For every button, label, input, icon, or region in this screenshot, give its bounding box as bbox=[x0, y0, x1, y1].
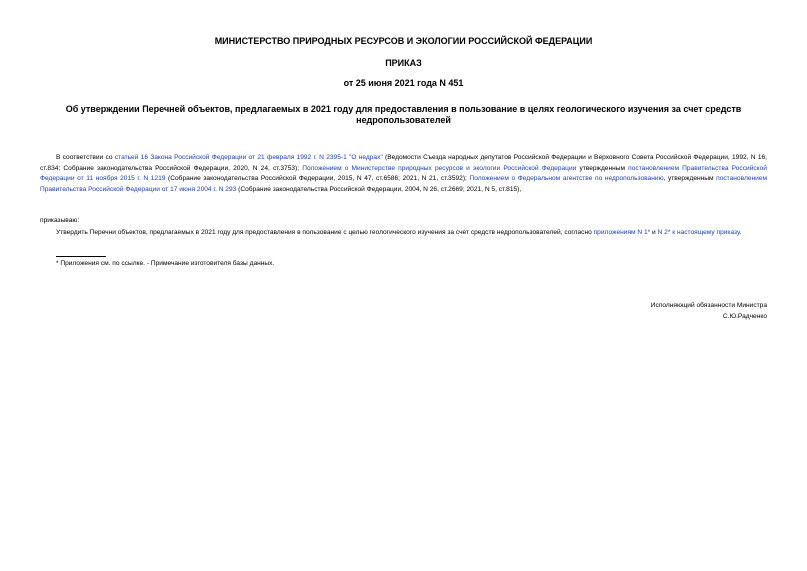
document-type: ПРИКАЗ bbox=[385, 58, 422, 68]
order-text-1: Утвердить Перечни объектов, предлагаемых в 2021 году для предоставления в пользование с целью геологического изучения за счет средств недропользователей, согласно bbox=[56, 229, 594, 236]
link-agency-regulation[interactable]: Положением о Федеральном агентстве по недропользованию bbox=[469, 175, 664, 182]
order-text-3: . bbox=[739, 229, 742, 236]
ministry-name: МИНИСТЕРСТВО ПРИРОДНЫХ РЕСУРСОВ И ЭКОЛОГИИ РОССИЙСКОЙ ФЕДЕРАЦИИ bbox=[214, 36, 593, 46]
link-resolution-293[interactable]: постановлением Правительства Российской Федерации от 17 июня 2004 г. N 293 bbox=[40, 175, 767, 193]
order-word: приказываю: bbox=[40, 217, 80, 224]
link-resolution-1219[interactable]: постановлением Правительства Российской Федерации от 11 ноября 2015 г. N 1219 bbox=[40, 164, 767, 182]
document-title: Об утверждении Перечней объектов, предлагаемых в 2021 году для предоставления в пользование в целях геологического изучения за счет средств недропользователей bbox=[65, 104, 742, 125]
document-date: от 25 июня 2021 года N 451 bbox=[343, 78, 464, 88]
signatory-name: С.Ю.Радченко bbox=[722, 312, 767, 320]
link-ministry-regulation[interactable]: Положением о Министерстве природных ресурсов и экологии Российской Федерации bbox=[302, 164, 577, 172]
preamble-text-3: утвержденным bbox=[576, 164, 629, 172]
preamble-paragraph bbox=[40, 153, 767, 195]
link-law-on-subsoil[interactable]: статьей 16 Закона Российской Федерации от 21 февраля 1992 г. N 2395-1 "О недрах" bbox=[114, 154, 383, 161]
preamble-text-1: В соответствии со bbox=[56, 154, 115, 161]
footnote-divider bbox=[56, 256, 106, 257]
order-text-2: и bbox=[650, 229, 658, 236]
preamble-text-4: (Собрание законодательства Российской Федерации, 2015, N 47, ст.6586; 2021, N 21, ст.3592); bbox=[165, 175, 470, 182]
order-paragraph bbox=[40, 228, 767, 239]
link-appendix-2[interactable]: N 2* к настоящему приказу bbox=[657, 229, 740, 236]
preamble-text-5: , утвержденным bbox=[663, 175, 717, 182]
signature-block bbox=[651, 301, 767, 322]
footnote: * Приложения см. по ссылке. - Примечание изготовителя базы данных. bbox=[56, 260, 275, 267]
preamble-text-6: (Собрание законодательства Российской Федерации, 2004, N 26, ст.2669; 2021, N 5, ст.815), bbox=[236, 185, 522, 193]
link-appendix-1[interactable]: приложениям N 1* bbox=[593, 229, 651, 236]
preamble-text-2: (Ведомости Съезда народных депутатов Российской Федерации и Верховного Совета Российской Федерации, 1992, N 16, ст.834; Собрание законодательства Российской Федерации, 2020, N 24, ст.3753); bbox=[40, 154, 767, 172]
signatory-position: Исполняющий обязанности Министра bbox=[650, 302, 767, 309]
